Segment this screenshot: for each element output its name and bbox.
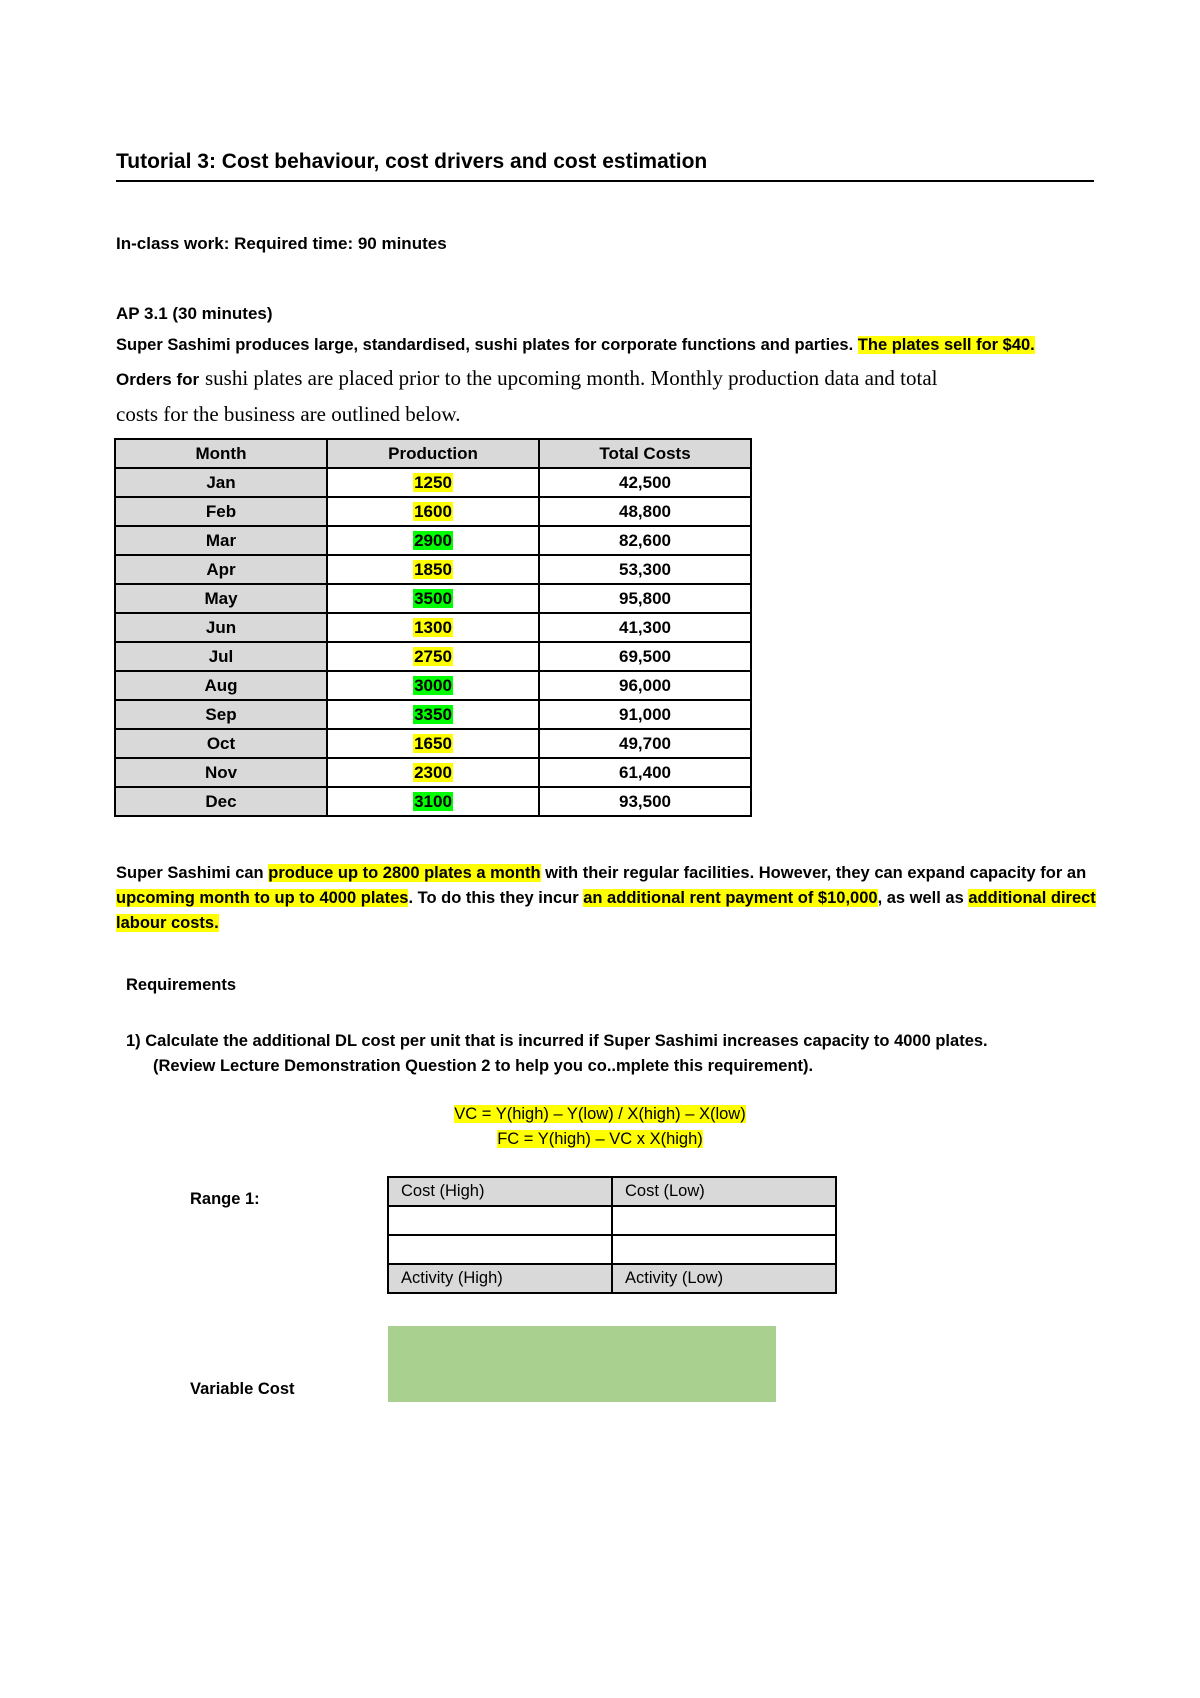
production-cell [327,729,539,758]
total-cost-cell: 48,800 [539,497,751,526]
production-cell [327,468,539,497]
capacity-highlight-3: an additional rent payment of $10,000 [583,889,878,907]
question-1: 1) Calculate the additional DL cost per unit that is incurred if Super Sashimi increases capacity to 4000 plates. [126,1032,988,1050]
intro-text: Super Sashimi produces large, standardised, sushi plates for corporate functions and parties. [116,336,854,354]
cost-low-cell[interactable] [612,1206,836,1235]
ap-heading: AP 3.1 (30 minutes) [116,304,273,323]
capacity-text: with their regular facilities. However, they can expand capacity for an [540,864,1087,882]
month-cell: Aug [115,671,327,700]
production-cell [327,642,539,671]
production-cell [327,584,539,613]
production-value: 2900 [414,530,452,550]
capacity-highlight-4: additional direct labour costs. [116,889,1096,932]
total-cost-cell: 93,500 [539,787,751,816]
requirements-heading: Requirements [126,976,237,994]
range-row-activity [388,1264,836,1293]
table-row [115,642,751,671]
production-value: 2300 [414,762,452,782]
activity-low-label: Activity (Low) [612,1264,836,1293]
total-cost-cell: 95,800 [539,584,751,613]
total-cost-cell: 53,300 [539,555,751,584]
production-table-body [115,468,751,816]
table-row [115,671,751,700]
table-row [115,700,751,729]
production-cell [327,497,539,526]
production-cell [327,613,539,642]
capacity-text: , as well as [877,889,969,907]
production-value: 1600 [414,501,452,521]
total-cost-cell: 91,000 [539,700,751,729]
header-total-costs: Total Costs [539,439,751,468]
formula-fc [0,1130,1200,1149]
cost-high-label: Cost (High) [388,1177,612,1206]
capacity-highlight-1: produce up to 2800 plates a month [268,864,541,882]
total-cost-cell: 61,400 [539,758,751,787]
table-row [115,526,751,555]
formula-vc [0,1105,1200,1124]
header-production: Production [327,439,539,468]
production-cell [327,758,539,787]
activity-high-cell[interactable] [388,1235,612,1264]
production-cell [327,700,539,729]
capacity-highlight-2: upcoming month to up to 4000 plates [116,889,409,907]
month-cell: Sep [115,700,327,729]
activity-low-cell[interactable] [612,1235,836,1264]
table-row [115,613,751,642]
month-cell: Apr [115,555,327,584]
cost-high-cell[interactable] [388,1206,612,1235]
production-value: 1250 [414,472,452,492]
production-cell [327,671,539,700]
intro-line-1 [116,336,1035,355]
header-month: Month [115,439,327,468]
month-cell: Mar [115,526,327,555]
range-row-blank [388,1235,836,1264]
intro-line-2 [116,366,938,391]
price-highlight: The plates sell for $40. [857,336,1035,354]
production-value: 3500 [414,588,452,608]
question-1-note: (Review Lecture Demonstration Question 2 to help you co..mplete this requirement). [153,1057,814,1075]
production-value: 2750 [414,646,452,666]
formula-fc-text: FC = Y(high) – VC x X(high) [497,1130,703,1148]
page-title: Tutorial 3: Cost behaviour, cost drivers and cost estimation [116,150,1094,182]
table-header-row [115,439,751,468]
in-class-note: In-class work: Required time: 90 minutes [116,234,447,253]
month-cell: Jun [115,613,327,642]
month-cell: Nov [115,758,327,787]
month-cell: Oct [115,729,327,758]
capacity-paragraph [116,861,1106,936]
intro-lead: Orders for [116,370,200,389]
cost-low-label: Cost (Low) [612,1177,836,1206]
month-cell: Jan [115,468,327,497]
production-value: 1650 [414,733,452,753]
capacity-text: Super Sashimi can [116,864,269,882]
table-row [115,787,751,816]
production-value: 3350 [414,704,452,724]
table-row [115,584,751,613]
table-row [115,468,751,497]
intro-line-3: costs for the business are outlined below. [116,402,461,426]
total-cost-cell: 49,700 [539,729,751,758]
production-value: 1300 [414,617,452,637]
intro-text-2: sushi plates are placed prior to the upcoming month. Monthly production data and total [204,366,938,390]
total-cost-cell: 69,500 [539,642,751,671]
production-value: 3100 [414,791,452,811]
table-row [115,555,751,584]
table-row [115,729,751,758]
range-table [387,1176,837,1294]
month-cell: Feb [115,497,327,526]
total-cost-cell: 82,600 [539,526,751,555]
month-cell: May [115,584,327,613]
formula-vc-text: VC = Y(high) – Y(low) / X(high) – X(low) [454,1105,746,1123]
range-row-blank [388,1206,836,1235]
activity-high-label: Activity (High) [388,1264,612,1293]
total-cost-cell: 96,000 [539,671,751,700]
table-row [115,497,751,526]
variable-cost-answer-box[interactable] [388,1326,776,1402]
production-cell [327,555,539,584]
production-cell [327,526,539,555]
month-cell: Dec [115,787,327,816]
month-cell: Jul [115,642,327,671]
total-cost-cell: 42,500 [539,468,751,497]
variable-cost-label: Variable Cost [190,1380,295,1398]
total-cost-cell: 41,300 [539,613,751,642]
production-value: 1850 [414,559,452,579]
production-value: 3000 [414,675,452,695]
production-cell [327,787,539,816]
table-row [115,758,751,787]
production-table [114,438,752,817]
capacity-text: . To do this they incur [408,889,584,907]
range-label: Range 1: [190,1190,260,1208]
range-row-header [388,1177,836,1206]
